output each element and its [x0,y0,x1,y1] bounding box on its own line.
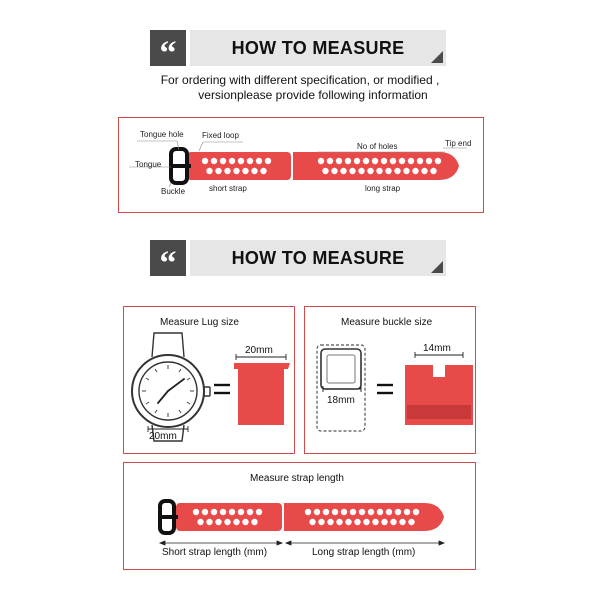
label-tongue: Tongue [135,160,162,169]
corner-triangle-icon [431,51,443,63]
buckle-size-title: Measure buckle size [341,317,433,328]
lug-width-top-label: 20mm [245,345,273,356]
buckle-strap-width-label: 14mm [423,343,451,354]
short-strap-shape [187,152,291,180]
strap-end-lug-shape [234,363,290,425]
long-strap-shape [293,152,459,180]
equals-sign [377,385,393,393]
dimension-line-short [160,541,282,545]
buckle-inner-width-label: 18mm [327,395,355,406]
strap-length-panel [123,462,476,570]
lug-size-panel [123,306,295,454]
dimension-line-buckle [323,386,361,392]
label-short-strap: short strap [209,184,247,193]
header-title: HOW TO MEASURE [231,38,405,58]
label-fixed-loop: Fixed loop [202,131,239,140]
tongue-shape [173,164,191,168]
section-header-top [150,30,446,72]
dimension-line-long [286,541,444,545]
buckle-size-panel [304,306,476,454]
label-buckle: Buckle [161,187,186,196]
quote-icon: “ [150,240,186,276]
short-strap-shape [176,503,282,531]
label-no-of-holes: No of holes [357,142,398,151]
instructions-line-1: For ordering with different specification, or modified , [160,73,440,87]
quote-icon: “ [150,30,186,66]
watch-hands [158,379,184,403]
lug-width-bottom-label: 20mm [149,431,177,442]
section-header-bottom [150,240,446,282]
long-strap-length-label: Long strap length (mm) [312,547,416,558]
strap-anatomy-panel [118,117,484,213]
label-long-strap: long strap [365,184,401,193]
label-tongue-hole: Tongue hole [140,130,184,139]
long-strap-shape [284,503,444,531]
buckle-drawing [305,307,477,455]
equals-sign [214,385,230,393]
buckle-frame [317,345,365,431]
lug-size-title: Measure Lug size [160,317,239,328]
watch-strap-top [152,333,184,357]
short-strap-length-label: Short strap length (mm) [162,547,268,558]
instructions-text [100,73,500,103]
label-tip-end: Tip end [445,139,472,148]
corner-triangle-icon [431,261,443,273]
strap-length-title: Measure strap length [250,473,344,484]
header-title: HOW TO MEASURE [231,248,405,268]
instructions-line-2: versionplease provide following information [198,88,428,102]
